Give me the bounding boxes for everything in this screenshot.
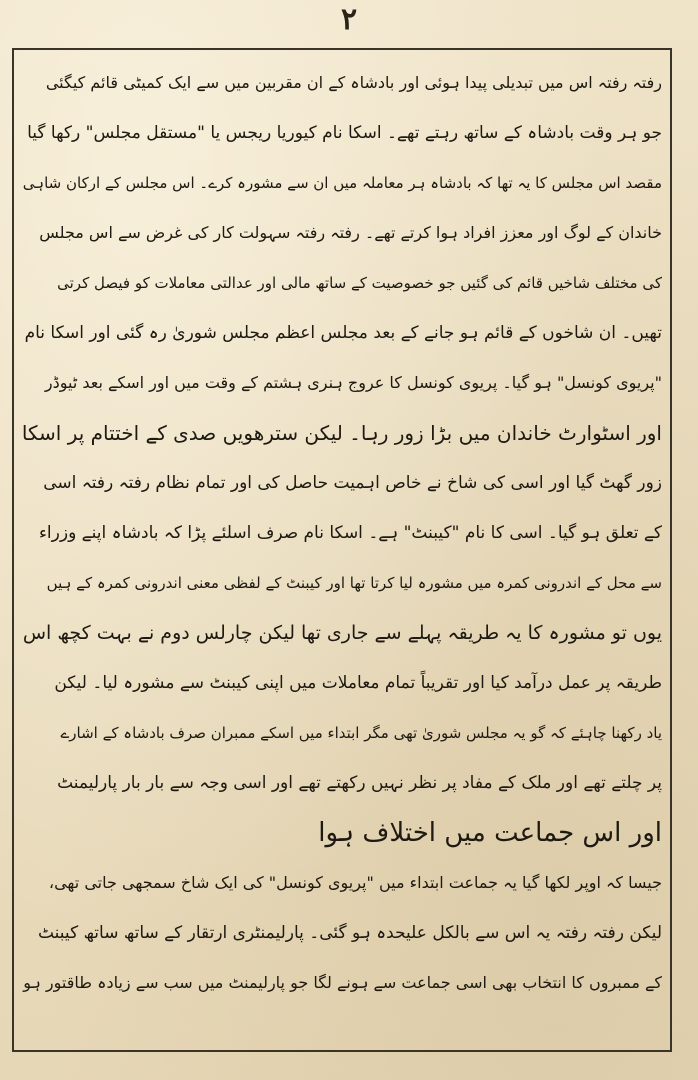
text-line: کے ممبروں کا انتخاب بھی اسی جماعت سے ہونے لگا جو پارلیمنٹ میں سب سے زیادہ طاقتور ہو <box>23 973 662 992</box>
text-line: زور گھٹ گیا اور اسی کی شاخ نے خاص اہمیت حاصل کی اور تمام نظام رفتہ رفتہ اسی <box>43 473 662 493</box>
text-line: طریقہ پر عمل درآمد کیا اور تقریباً تمام معاملات میں اپنی کیبنٹ سے مشورہ لیا۔ لیکن <box>54 673 662 693</box>
text-line: اور اسٹوارٹ خاندان میں بڑا زور رہا۔ لیکن سترھویں صدی کے اختتام پر اسکا <box>22 421 662 445</box>
text-line: جیسا کہ اوپر لکھا گیا یہ جماعت ابتداء میں "پریوی کونسل" کی ایک شاخ سمجھی جاتی تھی، <box>48 873 662 892</box>
text-line: "پریوی کونسل" ہو گیا۔ پریوی کونسل کا عروج ہنری ہشتم کے وقت میں اور اسکے بعد ٹیوڈر <box>44 373 662 392</box>
body-text <box>22 58 662 1008</box>
text-line: پر چلتے تھے اور ملک کے مفاد پر نظر نہیں رکھتے تھے اور اسی وجہ سے بار بار پارلیمنٹ <box>57 773 662 793</box>
text-line: مقصد اس مجلس کا یہ تھا کہ بادشاہ ہر معاملہ میں ان سے مشورہ کرے۔ اس مجلس کے ارکان شاہی <box>22 174 662 192</box>
text-line: یوں تو مشورہ کا یہ طریقہ پہلے سے جاری تھا لیکن چارلس دوم نے بہت کچھ اس <box>22 622 662 644</box>
text-line: رفتہ رفتہ اس میں تبدیلی پیدا ہوئی اور بادشاہ کے ان مقربین میں سے ایک کمیٹی قائم کیگئی <box>45 73 662 92</box>
text-line: کے تعلق ہو گیا۔ اسی کا نام "کیبنٹ" ہے۔ اسکا نام صرف اسلئے پڑا کہ بادشاہ اپنے وزراء <box>38 523 662 543</box>
text-line: جو ہر وقت بادشاہ کے ساتھ رہتے تھے۔ اسکا نام کیوریا ریجس یا "مستقل مجلس" رکھا گیا <box>27 123 662 143</box>
page-number: ۲ <box>340 2 358 37</box>
text-line: تھیں۔ ان شاخوں کے قائم ہو جانے کے بعد مجلس اعظم مجلس شوریٰ رہ گئی اور اسکا نام <box>24 323 662 343</box>
text-line: لیکن رفتہ رفتہ یہ اس سے بالکل علیحدہ ہو گئی۔ پارلیمنٹری ارتقار کے ساتھ ساتھ کیبنٹ <box>37 923 662 943</box>
text-line: خاندان کے لوگ اور معزز افراد ہوا کرتے تھے۔ رفتہ رفتہ سہولت کار کی غرض سے اس مجلس <box>39 223 662 242</box>
text-line: سے محل کے اندرونی کمرہ میں مشورہ لیا کرتا تھا اور کیبنٹ کے لفظی معنی اندرونی کمرہ کے ہیں <box>46 574 662 592</box>
text-line: کی مختلف شاخیں قائم کی گئیں جو خصوصیت کے ساتھ مالی اور عدالتی معاملات کو فیصل کرتی <box>57 274 662 292</box>
text-line: یاد رکھنا چاہئے کہ گو یہ مجلس شوریٰ تھی مگر ابتداء میں اسکے ممبران صرف بادشاہ کے اشارے <box>60 724 662 742</box>
text-line: اور اس جماعت میں اختلاف ہوا <box>318 818 662 848</box>
